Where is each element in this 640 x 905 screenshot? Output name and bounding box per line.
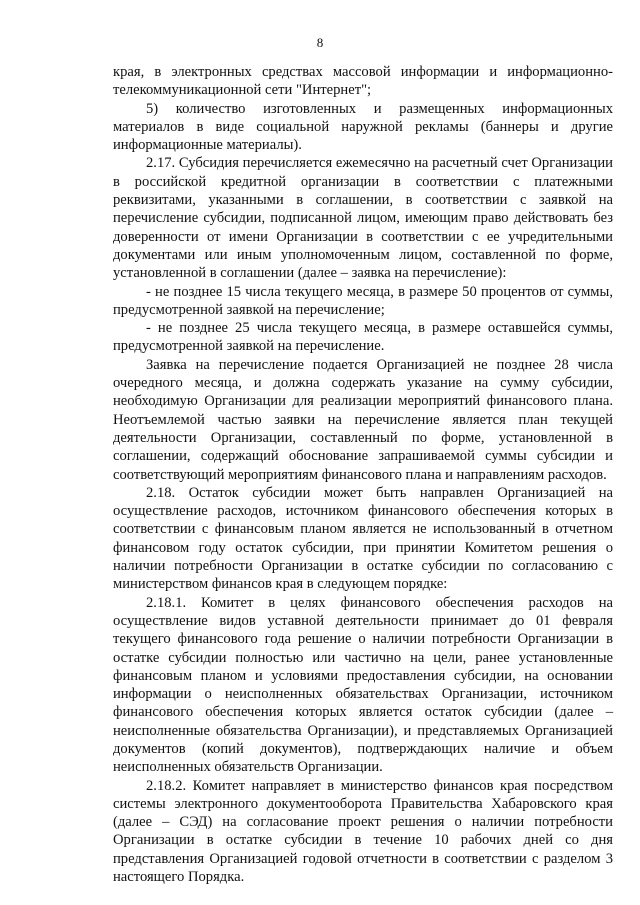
paragraph-request: Заявка на перечисление подается Организацией не позднее 28 числа очередного месяца, и должна содержать указание на сумму субсидии, необходимую Организации для реализации мероприятий финансового плана. Неотъемлемой частью заявки на перечисление является план текущей деятельности Организации, составленный по форме, установленной в соглашении, содержащий обоснование запрашиваемой суммы субсидии и соответствующий мероприятиям финансового плана и направлениям расходов. xyxy=(113,356,613,483)
paragraph-item-5: 5) количество изготовленных и размещенных информационных материалов в виде социальной наружной рекламы (баннеры и другие информационные материалы). xyxy=(113,100,613,154)
paragraph-2-18: 2.18. Остаток субсидии может быть направлен Организацией на осуществление расходов, источником финансового обеспечения которых в соответствии с финансовым планом является не использованный в отчетном финансовом году остаток субсидии, при принятии Комитетом решения о наличии потребности Организации в остатке субсидии по согласованию с министерством финансов края в следующем порядке: xyxy=(113,484,613,593)
paragraph-2-17-bullet-1: - не позднее 15 числа текущего месяца, в размере 50 процентов от суммы, предусмотренной заявкой на перечисление; xyxy=(113,283,613,318)
paragraph-2-18-1: 2.18.1. Комитет в целях финансового обеспечения расходов на осуществление видов уставной деятельности принимает до 01 февраля текущего финансового года решение о наличии потребности Организации в остатке субсидии полностью или частично на цели, ранее установленные финансовым планом и условиями предоставления субсидии, на основании информации о неисполненных обязательствах Организации, источником финансового обеспечения которых является остаток субсидии (далее – неисполненные обязательства Организации), и представляемых Организацией документов (копий документов), подтверждающих наличие и объем неисполненных обязательств Организации. xyxy=(113,594,613,776)
paragraph-2-17-bullet-2: - не позднее 25 числа текущего месяца, в размере оставшейся суммы, предусмотренной заявкой на перечисление. xyxy=(113,320,613,355)
page-number: 8 xyxy=(316,35,324,50)
paragraph-2-17: 2.17. Субсидия перечисляется ежемесячно на расчетный счет Организации в российской кредитной организации в соответствии с платежными реквизитами, указанными в соглашении, в соответствии с заявкой на перечисление субсидии, подписанной лицом, имеющим право действовать без доверенности от имени Организации в соответствии с ее учредительными документами или иным уполномоченным лицом, составленной по форме, установленной в соглашении (далее – заявка на перечисление): xyxy=(113,155,613,282)
paragraph-1-continuation: края, в электронных средствах массовой информации и информационно-телекоммуникационной сети "Интернет"; xyxy=(113,64,613,99)
document-body xyxy=(113,63,613,886)
paragraph-2-18-2: 2.18.2. Комитет направляет в министерство финансов края посредством системы электронного документооборота Правительства Хабаровского края (далее – СЭД) на согласование проект решения о наличии потребности Организации в остатке субсидии в течение 10 рабочих дней со дня представления Организацией годовой отчетности в соответствии с разделом 3 настоящего Порядка. xyxy=(113,777,613,886)
